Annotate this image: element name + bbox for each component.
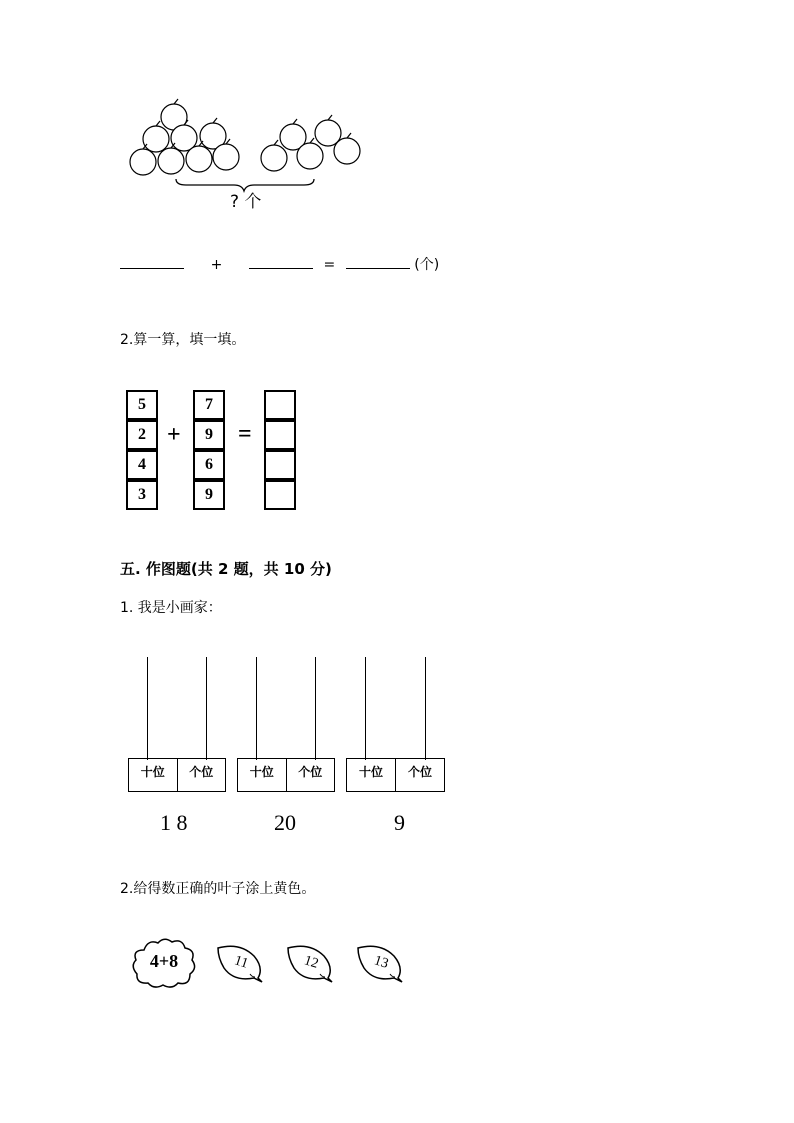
abacus-rod [315, 657, 316, 760]
leaf-number: 13 [372, 953, 391, 972]
answer-box[interactable] [264, 420, 296, 450]
left-digit: 2 [126, 420, 158, 450]
equals-sign: = [323, 257, 336, 273]
abacus-rod [365, 657, 366, 760]
left-digit: 4 [126, 450, 158, 480]
addend-1-blank[interactable] [120, 254, 184, 269]
right-digit: 6 [193, 450, 225, 480]
equation-line [120, 254, 439, 274]
section5-heading: 五. 作图题(共 2 题，共 10 分) [120, 560, 332, 578]
tens-label: 十位 [358, 765, 383, 779]
apples-question: ? 个 [230, 192, 262, 212]
right-digit: 9 [193, 480, 225, 510]
tens-label: 十位 [140, 765, 165, 779]
left-digit: 3 [126, 480, 158, 510]
abacus-number: 20 [274, 810, 296, 835]
abacus-number: 9 [394, 810, 405, 835]
answer-box[interactable] [264, 390, 296, 420]
apple-icon [315, 115, 341, 146]
plus-sign: + [210, 257, 223, 273]
ones-label: 个位 [177, 759, 226, 791]
expression-cloud [130, 936, 198, 990]
vertical-equals: = [238, 421, 252, 447]
leaf-11[interactable] [214, 944, 264, 984]
place-value-table [128, 758, 226, 792]
right-digit: 7 [193, 390, 225, 420]
place-value-table [237, 758, 335, 792]
abacus-number: 1 8 [160, 810, 188, 835]
abacus-rod [256, 657, 257, 760]
addend-2-blank[interactable] [249, 254, 313, 269]
abacus-rod [147, 657, 148, 760]
sum-blank[interactable] [346, 254, 410, 269]
ones-label: 个位 [286, 759, 335, 791]
s5-q2-title: 2.给得数正确的叶子涂上黄色。 [120, 881, 316, 897]
ones-label: 个位 [395, 759, 444, 791]
answer-box[interactable] [264, 480, 296, 510]
answer-box[interactable] [264, 450, 296, 480]
expression-text: 4+8 [149, 951, 179, 971]
leaf-number: 12 [302, 953, 321, 972]
unit-label: (个) [414, 257, 440, 273]
left-digit: 5 [126, 390, 158, 420]
tens-label: 十位 [249, 765, 274, 779]
abacus-rod [425, 657, 426, 760]
s5-q1-title: 1. 我是小画家： [120, 600, 222, 616]
leaf-13[interactable] [354, 944, 404, 984]
leaf-12[interactable] [284, 944, 334, 984]
leaf-number: 11 [232, 953, 250, 972]
vertical-plus: + [167, 422, 181, 448]
place-value-table [346, 758, 445, 792]
abacus-rod [206, 657, 207, 760]
right-digit: 9 [193, 420, 225, 450]
q2-title: 2.算一算，填一填。 [120, 332, 246, 348]
